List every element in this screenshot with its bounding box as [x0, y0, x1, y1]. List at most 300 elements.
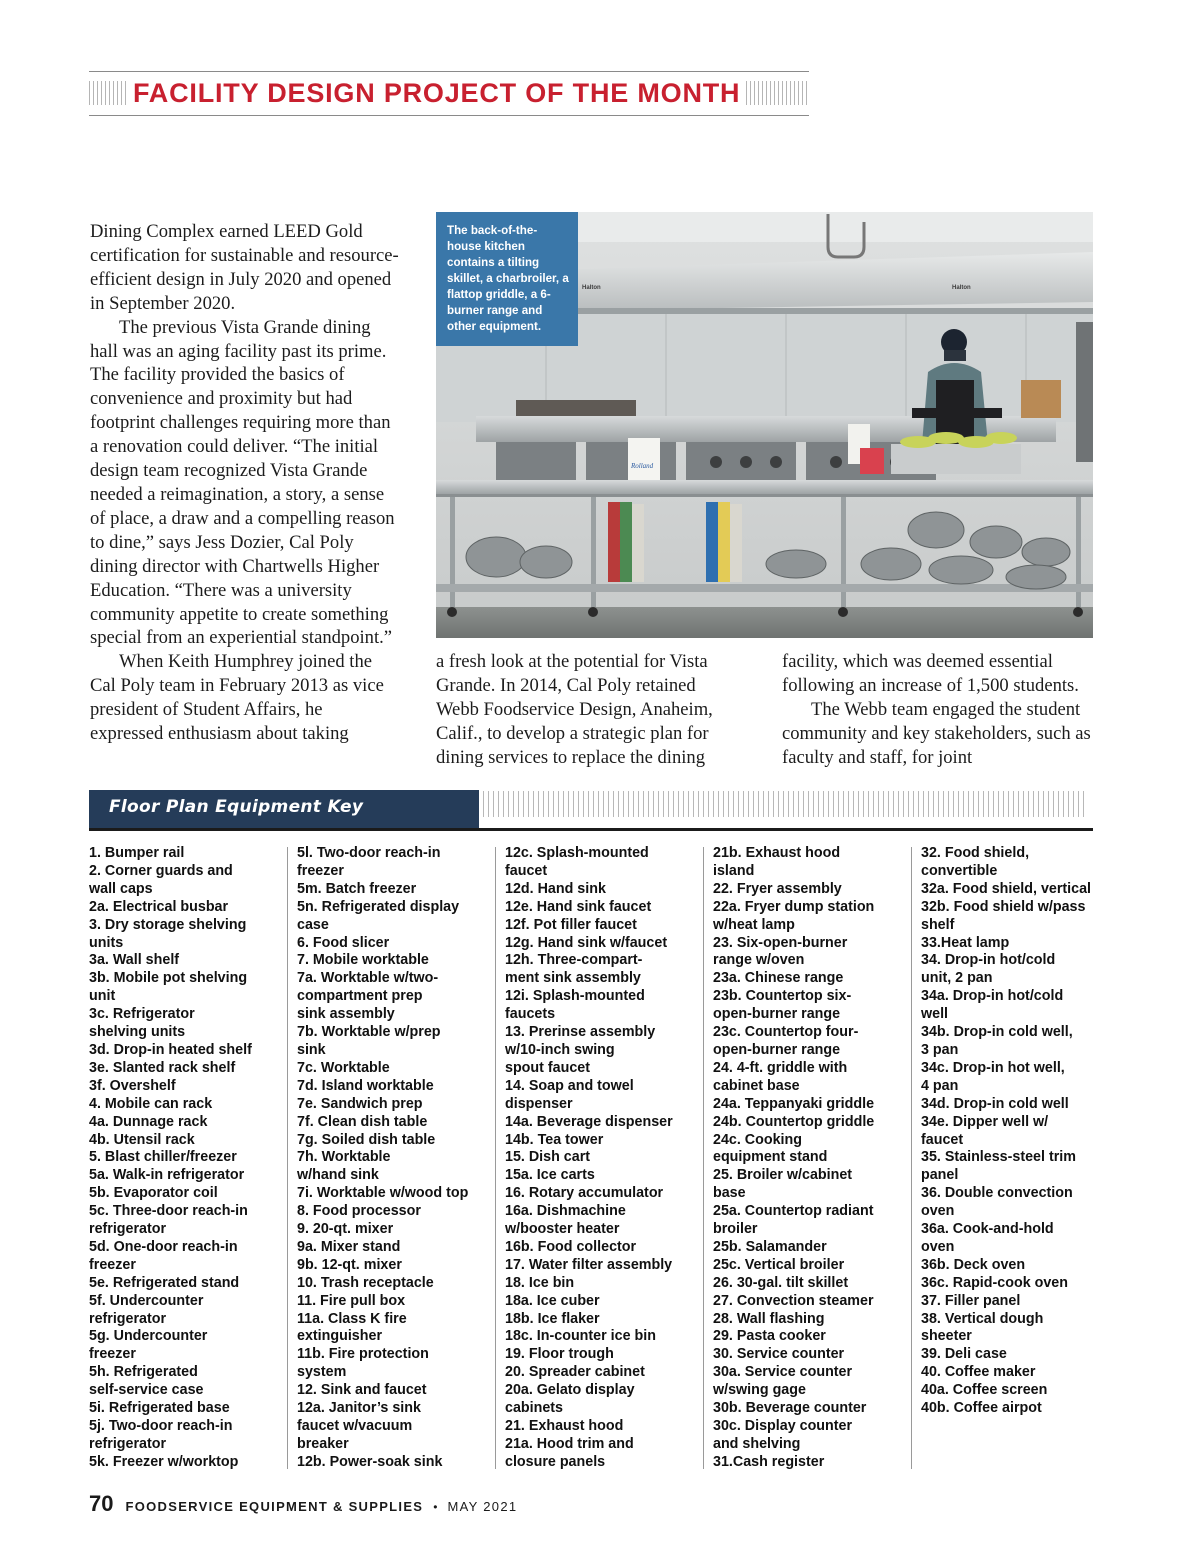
equipment-key-item-label: 7f. Clean dish table	[297, 1113, 428, 1130]
equipment-key-item	[297, 952, 492, 970]
equipment-key-item	[713, 1346, 908, 1364]
equipment-key-item	[713, 1096, 908, 1114]
equipment-key-item-label: 12i. Splash-mounted	[505, 988, 645, 1005]
equipment-key-item	[297, 1311, 492, 1347]
equipment-key-item	[713, 1328, 908, 1346]
equipment-key-item	[505, 1436, 700, 1472]
equipment-key-item-label: 12b. Power-soak sink	[297, 1453, 443, 1470]
equipment-key-item	[89, 1114, 284, 1132]
equipment-key-item-label: 18b. Ice flaker	[505, 1310, 600, 1327]
equipment-key-item	[89, 1328, 284, 1364]
article-paragraph: When Keith Humphrey joined the Cal Poly team in February 2013 as vice president of Student Affairs, he expressed enthusiasm about taking	[90, 651, 384, 745]
equipment-key-header	[89, 790, 479, 828]
equipment-key-item-continuation: base	[713, 1185, 746, 1202]
equipment-key-item-label: 34a. Drop-in hot/cold	[921, 988, 1064, 1005]
key-divider	[495, 847, 496, 1469]
equipment-key-item-label: 5c. Three-door reach-in	[89, 1203, 248, 1220]
equipment-key-item-label: 24b. Countertop griddle	[713, 1113, 875, 1130]
equipment-key-item	[89, 1275, 284, 1293]
equipment-key-item	[505, 881, 700, 899]
equipment-key-item-continuation: w/heat lamp	[713, 916, 795, 933]
equipment-key-item	[297, 935, 492, 953]
equipment-key-item-label: 30b. Beverage counter	[713, 1400, 867, 1417]
equipment-key-item-label: 12h. Three-compart-	[505, 952, 643, 969]
equipment-key-item	[505, 1167, 700, 1185]
equipment-key-item-continuation: extinguisher	[297, 1328, 383, 1345]
equipment-key-item-continuation: equipment stand	[713, 1149, 828, 1166]
equipment-key-item-label: 36c. Rapid-cook oven	[921, 1274, 1068, 1291]
equipment-key-item-label: 21. Exhaust hood	[505, 1418, 624, 1434]
equipment-key-item-label: 14a. Beverage dispenser	[505, 1113, 673, 1130]
equipment-key-item	[297, 1382, 492, 1400]
equipment-key-item-label: 31.Cash register	[713, 1453, 825, 1470]
equipment-key-item-label: 5f. Undercounter	[89, 1292, 204, 1309]
equipment-key-item	[921, 1382, 1111, 1400]
equipment-key-item-continuation: cabinets	[505, 1400, 564, 1417]
issue-date: MAY 2021	[447, 1499, 518, 1514]
equipment-key-item	[713, 1114, 908, 1132]
equipment-key-item-label: 37. Filler panel	[921, 1292, 1021, 1309]
equipment-key-item	[297, 1060, 492, 1078]
equipment-key-item-label: 32a. Food shield, vertical	[921, 880, 1092, 897]
equipment-key-item-continuation: 3 pan	[921, 1041, 959, 1058]
equipment-key-item-label: 36a. Cook-and-hold	[921, 1221, 1054, 1238]
equipment-key-item	[505, 1418, 700, 1436]
equipment-key-item-label: 5d. One-door reach-in	[89, 1238, 238, 1255]
equipment-key-item	[297, 1221, 492, 1239]
equipment-key-item	[505, 1364, 700, 1382]
equipment-key-item	[505, 1239, 700, 1257]
equipment-key-item-label: 9b. 12-qt. mixer	[297, 1256, 402, 1273]
equipment-key-item	[921, 1096, 1111, 1114]
key-divider	[287, 847, 288, 1469]
equipment-key-item	[713, 1257, 908, 1275]
equipment-key-item-label: 26. 30-gal. tilt skillet	[713, 1274, 849, 1291]
equipment-key-item-label: 3e. Slanted rack shelf	[89, 1059, 236, 1076]
equipment-key-item-label: 27. Convection steamer	[713, 1292, 874, 1309]
article-column-3	[782, 650, 1100, 770]
equipment-key-item-label: 35. Stainless-steel trim	[921, 1149, 1076, 1166]
section-title: FACILITY DESIGN PROJECT OF THE MONTH	[133, 77, 741, 108]
equipment-key-item-label: 18c. In-counter ice bin	[505, 1328, 656, 1345]
equipment-key-item	[713, 1239, 908, 1257]
equipment-key-item-continuation: open-burner range	[713, 1006, 841, 1023]
equipment-key-item-continuation: ment sink assembly	[505, 970, 641, 987]
equipment-key-item-label: 23b. Countertop six-	[713, 988, 852, 1005]
equipment-key-item-label: 12d. Hand sink	[505, 880, 606, 897]
hood-brand-left: Halton	[582, 285, 601, 291]
equipment-key-item-label: 16a. Dishmachine	[505, 1203, 626, 1220]
equipment-key-item-label: 5. Blast chiller/freezer	[89, 1149, 237, 1166]
equipment-key-item-label: 4. Mobile can rack	[89, 1095, 213, 1112]
equipment-key-item	[297, 1078, 492, 1096]
equipment-key-item-label: 24. 4-ft. griddle with	[713, 1059, 848, 1076]
equipment-key-item-label: 7a. Worktable w/two-	[297, 970, 439, 987]
equipment-key-item-label: 18. Ice bin	[505, 1274, 575, 1291]
key-column-2	[297, 845, 492, 1472]
equipment-key-item	[713, 845, 908, 881]
equipment-key-item	[297, 1293, 492, 1311]
equipment-key-item	[505, 935, 700, 953]
equipment-key-item	[505, 1293, 700, 1311]
article-paragraph: Dining Complex earned LEED Gold certification for sustainable and resource-efficient design in July 2020 and opened in September 2020.	[90, 221, 399, 314]
equipment-key-item	[297, 1203, 492, 1221]
equipment-key-item-continuation: sink assembly	[297, 1006, 395, 1023]
equipment-key-item-label: 2a. Electrical busbar	[89, 898, 229, 915]
footer-separator: •	[433, 1500, 438, 1514]
equipment-key-item-label: 23. Six-open-burner	[713, 934, 848, 951]
equipment-key-item	[297, 1400, 492, 1454]
equipment-key-item-label: 3a. Wall shelf	[89, 952, 180, 969]
equipment-key-item	[505, 1203, 700, 1239]
equipment-key-item-label: 3. Dry storage shelving	[89, 916, 247, 933]
equipment-key-item	[921, 899, 1111, 935]
equipment-key-item-label: 3d. Drop-in heated shelf	[89, 1041, 252, 1058]
equipment-key-item-label: 7c. Worktable	[297, 1059, 390, 1076]
equipment-key-item-label: 5m. Batch freezer	[297, 880, 417, 897]
article-column-1	[90, 220, 400, 746]
equipment-key-item	[89, 899, 284, 917]
key-column-1	[89, 845, 284, 1472]
equipment-key-item	[89, 952, 284, 970]
equipment-key-item	[297, 1096, 492, 1114]
equipment-key-item-label: 40a. Coffee screen	[921, 1382, 1048, 1399]
equipment-key-item-label: 36. Double convection	[921, 1185, 1073, 1202]
equipment-key-item	[921, 1185, 1111, 1221]
equipment-key-item-continuation: faucet	[505, 862, 548, 879]
equipment-key-item	[89, 1293, 284, 1329]
equipment-key-item	[89, 917, 284, 953]
equipment-key-item	[505, 1346, 700, 1364]
equipment-key-item	[89, 1167, 284, 1185]
equipment-key-item	[89, 1454, 284, 1472]
equipment-key-item-label: 36b. Deck oven	[921, 1256, 1026, 1273]
equipment-key-item	[713, 935, 908, 971]
equipment-key-item-label: 1. Bumper rail	[89, 845, 185, 861]
equipment-key-item	[89, 1185, 284, 1203]
equipment-key-item	[89, 1078, 284, 1096]
equipment-key-item-label: 16b. Food collector	[505, 1238, 637, 1255]
equipment-key-item-label: 3f. Overshelf	[89, 1077, 176, 1094]
equipment-key-item-label: 39. Deli case	[921, 1346, 1007, 1363]
equipment-key-item	[921, 1346, 1111, 1364]
equipment-key-item-label: 34. Drop-in hot/cold	[921, 952, 1056, 969]
equipment-key-item-label: 16. Rotary accumulator	[505, 1185, 664, 1202]
equipment-key-item-label: 7b. Worktable w/prep	[297, 1024, 441, 1041]
equipment-key-item-continuation: w/swing gage	[713, 1382, 806, 1399]
equipment-key-rule	[89, 828, 1093, 831]
key-divider	[911, 847, 912, 1469]
header-stripes-left	[89, 81, 127, 105]
equipment-key-item	[921, 1060, 1111, 1096]
equipment-key-item	[297, 1275, 492, 1293]
equipment-key-item-label: 12c. Splash-mounted	[505, 845, 649, 861]
equipment-key-item	[297, 1132, 492, 1150]
equipment-key-item	[505, 1275, 700, 1293]
equipment-key-item-label: 7. Mobile worktable	[297, 952, 429, 969]
equipment-key-item	[921, 1257, 1111, 1275]
equipment-key-item-label: 24a. Teppanyaki griddle	[713, 1095, 875, 1112]
equipment-key-item-label: 15a. Ice carts	[505, 1167, 595, 1184]
equipment-key-item	[505, 1078, 700, 1114]
equipment-key-item	[713, 899, 908, 935]
equipment-key-item-label: 4a. Dunnage rack	[89, 1113, 208, 1130]
equipment-key-item	[713, 1024, 908, 1060]
equipment-key-item	[505, 1328, 700, 1346]
equipment-key-item-continuation: w/10-inch swing	[505, 1041, 615, 1058]
equipment-key-item-label: 9a. Mixer stand	[297, 1238, 401, 1255]
equipment-key-item	[921, 1149, 1111, 1185]
equipment-key-item	[713, 1311, 908, 1329]
equipment-key-item-continuation: 4 pan	[921, 1077, 959, 1094]
equipment-key-item	[89, 845, 284, 863]
equipment-key-item-label: 5i. Refrigerated base	[89, 1400, 230, 1417]
equipment-key-item-continuation: panel	[921, 1167, 959, 1184]
equipment-key-item-label: 29. Pasta cooker	[713, 1328, 826, 1345]
equipment-key-item-continuation: w/hand sink	[297, 1167, 379, 1184]
equipment-key-item	[921, 1311, 1111, 1347]
equipment-key-item	[505, 899, 700, 917]
equipment-key-item-label: 7e. Sandwich prep	[297, 1095, 423, 1112]
equipment-key-item-continuation: sink	[297, 1041, 326, 1058]
equipment-key-item-label: 10. Trash receptacle	[297, 1274, 434, 1291]
equipment-key-item-label: 5e. Refrigerated stand	[89, 1274, 240, 1291]
equipment-key-item	[921, 1400, 1111, 1418]
equipment-key-item-continuation: unit, 2 pan	[921, 970, 993, 987]
equipment-key-item-label: 25. Broiler w/cabinet	[713, 1167, 853, 1184]
equipment-key-item	[297, 1454, 492, 1472]
equipment-key-item-continuation: shelving units	[89, 1024, 186, 1041]
equipment-key-item	[89, 1132, 284, 1150]
equipment-key-item-continuation: freezer	[297, 862, 344, 879]
equipment-key-item-label: 8. Food processor	[297, 1203, 421, 1220]
equipment-key-item-continuation: wall caps	[89, 880, 153, 897]
equipment-key-item-continuation: well	[921, 1006, 949, 1023]
equipment-key-item-label: 40. Coffee maker	[921, 1364, 1036, 1381]
equipment-key-item	[505, 845, 700, 881]
article-paragraph: facility, which was deemed essential following an increase of 1,500 students.	[782, 651, 1079, 696]
equipment-key-item	[89, 1203, 284, 1239]
equipment-key-item-label: 22a. Fryer dump station	[713, 898, 875, 915]
equipment-key-item-label: 30c. Display counter	[713, 1418, 853, 1434]
equipment-key-item-label: 6. Food slicer	[297, 934, 390, 951]
equipment-key-item	[713, 1275, 908, 1293]
equipment-key-item	[505, 952, 700, 988]
equipment-key-item-label: 25c. Vertical broiler	[713, 1256, 845, 1273]
equipment-key-item	[713, 988, 908, 1024]
equipment-key-item-continuation: freezer	[89, 1256, 136, 1273]
equipment-key-item	[921, 1275, 1111, 1293]
equipment-key-item	[921, 988, 1111, 1024]
equipment-key-item-continuation: breaker	[297, 1435, 349, 1452]
equipment-key-item-continuation: system	[297, 1364, 347, 1381]
equipment-key-item-label: 21a. Hood trim and	[505, 1435, 634, 1452]
equipment-key-item	[713, 970, 908, 988]
equipment-key-item-label: 7h. Worktable	[297, 1149, 391, 1166]
equipment-key-item	[713, 1203, 908, 1239]
equipment-key-item-continuation: case	[297, 916, 329, 933]
equipment-key-item	[921, 881, 1111, 899]
equipment-key-item	[297, 899, 492, 935]
equipment-key-item	[297, 1024, 492, 1060]
equipment-key-item-continuation: open-burner range	[713, 1041, 841, 1058]
equipment-key-item-label: 32b. Food shield w/pass	[921, 898, 1086, 915]
equipment-key-item-continuation: refrigerator	[89, 1221, 167, 1238]
equipment-key-item-label: 5b. Evaporator coil	[89, 1185, 218, 1202]
equipment-key-item	[713, 1400, 908, 1418]
equipment-key-item	[713, 1364, 908, 1400]
equipment-key-item-label: 13. Prerinse assembly	[505, 1024, 656, 1041]
equipment-key-item	[297, 881, 492, 899]
equipment-key-item	[505, 1024, 700, 1078]
equipment-key-item	[921, 1293, 1111, 1311]
equipment-key-item	[505, 1149, 700, 1167]
equipment-key-stripes	[483, 791, 1086, 817]
equipment-key-item-label: 5j. Two-door reach-in	[89, 1418, 233, 1434]
equipment-key-item-label: 5h. Refrigerated	[89, 1364, 198, 1381]
equipment-key-item	[297, 1114, 492, 1132]
equipment-key-item	[297, 1185, 492, 1203]
equipment-key-item-label: 23c. Countertop four-	[713, 1024, 859, 1041]
box-label: Rolland	[631, 462, 654, 470]
equipment-key-item-continuation: freezer	[89, 1346, 136, 1363]
equipment-key-item-label: 25a. Countertop radiant	[713, 1203, 874, 1220]
equipment-key-item-continuation: spout faucet	[505, 1059, 590, 1076]
equipment-key-item	[89, 1060, 284, 1078]
hood-brand-right: Halton	[952, 285, 971, 291]
equipment-key-item-label: 11. Fire pull box	[297, 1292, 406, 1309]
equipment-key-item	[921, 1024, 1111, 1060]
equipment-key-item	[89, 1364, 284, 1400]
equipment-key-item-continuation: faucet	[921, 1131, 964, 1148]
equipment-key-item-continuation: faucets	[505, 1006, 556, 1023]
equipment-key-item	[89, 1400, 284, 1418]
equipment-key-item	[713, 1454, 908, 1472]
equipment-key-item	[713, 1132, 908, 1168]
equipment-key-item	[505, 1382, 700, 1418]
equipment-key-item-continuation: convertible	[921, 862, 998, 879]
equipment-key-title: Floor Plan Equipment Key	[109, 797, 364, 817]
equipment-key-item-continuation: oven	[921, 1203, 955, 1220]
equipment-key-item	[713, 1293, 908, 1311]
equipment-key-item-label: 5n. Refrigerated display	[297, 898, 460, 915]
equipment-key-item	[921, 845, 1111, 881]
article-paragraph: a fresh look at the potential for Vista Grande. In 2014, Cal Poly retained Webb Foodservice Design, Anaheim, Calif., to develop a strategic plan for dining services to replace the dining	[436, 651, 713, 768]
equipment-key-item-label: 24c. Cooking	[713, 1131, 802, 1148]
equipment-key-item-label: 11b. Fire protection	[297, 1346, 429, 1363]
equipment-key-item	[89, 970, 284, 1006]
equipment-key-item-continuation: refrigerator	[89, 1435, 167, 1452]
equipment-key-item-label: 5k. Freezer w/worktop	[89, 1453, 239, 1470]
equipment-key-item-label: 7i. Worktable w/wood top	[297, 1185, 469, 1202]
equipment-key-item	[505, 1257, 700, 1275]
equipment-key-item	[505, 917, 700, 935]
equipment-key-item	[89, 1006, 284, 1042]
equipment-key-item-label: 25b. Salamander	[713, 1238, 827, 1255]
equipment-key-item-label: 12g. Hand sink w/faucet	[505, 934, 668, 951]
page-footer	[89, 1491, 517, 1517]
equipment-key-item	[505, 1132, 700, 1150]
equipment-key-item-label: 5l. Two-door reach-in	[297, 845, 441, 861]
equipment-key-item-continuation: oven	[921, 1238, 955, 1255]
equipment-key-item-label: 34d. Drop-in cold well	[921, 1095, 1069, 1112]
equipment-key-item	[921, 952, 1111, 988]
equipment-key-item-label: 2. Corner guards and	[89, 862, 233, 879]
equipment-key-item-continuation: shelf	[921, 916, 955, 933]
equipment-key-item-label: 3b. Mobile pot shelving	[89, 970, 248, 987]
equipment-key-item-label: 28. Wall flashing	[713, 1310, 825, 1327]
equipment-key-item	[89, 1042, 284, 1060]
equipment-key-item	[921, 1114, 1111, 1150]
equipment-key-item-label: 34b. Drop-in cold well,	[921, 1024, 1073, 1041]
equipment-key-item-label: 21b. Exhaust hood	[713, 845, 841, 861]
key-column-5	[921, 845, 1111, 1418]
equipment-key-item-continuation: sheeter	[921, 1328, 972, 1345]
equipment-key-item-label: 12f. Pot filler faucet	[505, 916, 637, 933]
equipment-key-item-continuation: faucet w/vacuum	[297, 1418, 413, 1434]
equipment-key-item-label: 17. Water filter assembly	[505, 1256, 673, 1273]
equipment-key-item-label: 33.Heat lamp	[921, 934, 1010, 951]
equipment-key-item	[89, 1096, 284, 1114]
equipment-key-item	[297, 970, 492, 1024]
equipment-key-item	[713, 881, 908, 899]
equipment-key-item-continuation: refrigerator	[89, 1310, 167, 1327]
equipment-key-item-continuation: range w/oven	[713, 952, 805, 969]
equipment-key-item-label: 7g. Soiled dish table	[297, 1131, 436, 1148]
article-paragraph: The previous Vista Grande dining hall was an aging facility past its prime. The facility provided the basics of convenience and proximity but had footprint challenges requiring more than a renovation could deliver. “The initial design team recognized Vista Grande needed a reimagination, a story, a sense of place, a draw and a compelling reason to dine,” says Jess Dozier, Cal Poly dining director with Chartwells Higher Education. “There was a university community appetite to create something special from an experiential standpoint.”	[90, 316, 395, 649]
header-stripes-right	[746, 81, 809, 105]
equipment-key-item-label: 9. 20-qt. mixer	[297, 1221, 394, 1238]
equipment-key-item-continuation: dispenser	[505, 1095, 573, 1112]
equipment-key-item	[713, 1060, 908, 1096]
equipment-key-item-continuation: and shelving	[713, 1435, 801, 1452]
equipment-key-item-label: 7d. Island worktable	[297, 1077, 434, 1094]
equipment-key-item-label: 38. Vertical dough	[921, 1310, 1044, 1327]
equipment-key-item-label: 32. Food shield,	[921, 845, 1030, 861]
equipment-key-item-label: 34e. Dipper well w/	[921, 1113, 1049, 1130]
equipment-key-item	[297, 1257, 492, 1275]
equipment-key-item	[713, 1167, 908, 1203]
equipment-key-item-continuation: closure panels	[505, 1453, 606, 1470]
equipment-key-item	[505, 1114, 700, 1132]
equipment-key-item-label: 20a. Gelato display	[505, 1382, 635, 1399]
equipment-key-item-continuation: self-service case	[89, 1382, 204, 1399]
equipment-key-item-label: 23a. Chinese range	[713, 970, 844, 987]
equipment-key-item-label: 3c. Refrigerator	[89, 1006, 195, 1023]
equipment-key-item	[89, 1239, 284, 1275]
equipment-key-item-continuation: units	[89, 934, 124, 951]
equipment-key-item	[89, 1149, 284, 1167]
article-paragraph: The Webb team engaged the student community and key stakeholders, such as faculty and staff, for joint	[782, 698, 1091, 768]
equipment-key-item	[505, 1311, 700, 1329]
equipment-key-item-label: 4b. Utensil rack	[89, 1131, 195, 1148]
equipment-key-item-label: 30. Service counter	[713, 1346, 845, 1363]
equipment-key-item	[505, 1185, 700, 1203]
equipment-key-item	[921, 935, 1111, 953]
equipment-key-item	[89, 863, 284, 899]
equipment-key-item-label: 12e. Hand sink faucet	[505, 898, 652, 915]
equipment-key-item-continuation: compartment prep	[297, 988, 423, 1005]
equipment-key-item-label: 19. Floor trough	[505, 1346, 614, 1363]
equipment-key-item	[921, 1221, 1111, 1257]
equipment-key-item	[297, 1346, 492, 1382]
equipment-key-item	[297, 1149, 492, 1185]
article-column-2	[436, 650, 741, 770]
equipment-key-item-continuation: w/booster heater	[505, 1221, 620, 1238]
equipment-key-item	[921, 1364, 1111, 1382]
header-rule-top	[89, 71, 809, 72]
equipment-key-item-continuation: unit	[89, 988, 116, 1005]
